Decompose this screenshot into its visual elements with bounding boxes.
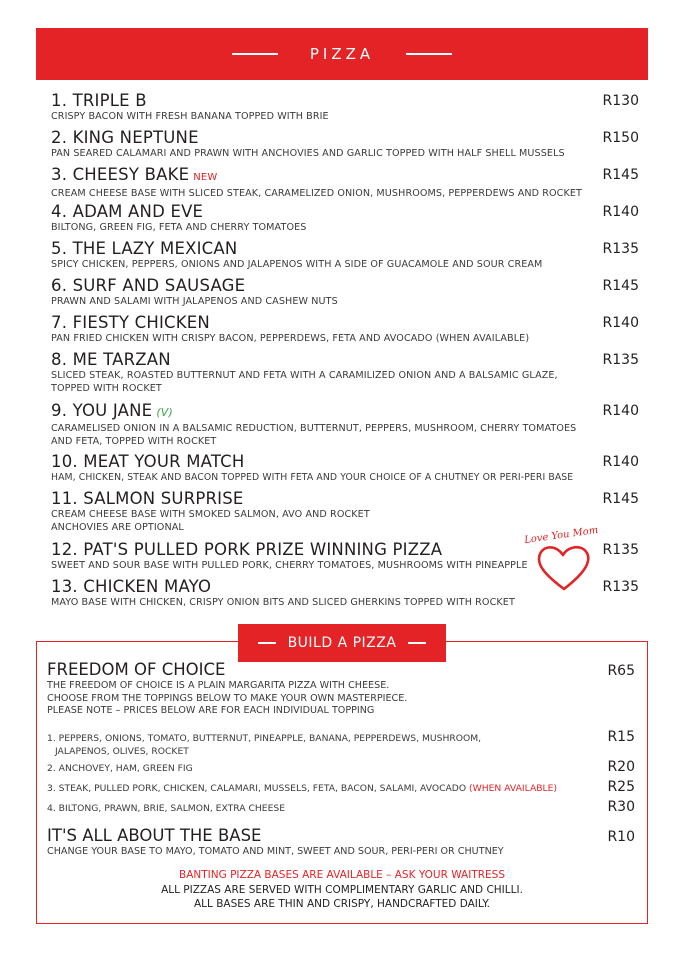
item-price: R150 — [602, 130, 639, 146]
base-desc: CHANGE YOUR BASE TO MAYO, TOMATO AND MINT, SWEET AND SOUR, PERI-PERI OR CHUTNEY — [47, 846, 504, 857]
topping-text: 4. BILTONG, PRAWN, BRIE, SALMON, EXTRA CHEESE — [47, 803, 286, 814]
menu-item — [51, 128, 641, 165]
toppings-list — [47, 729, 637, 823]
topping-price: R20 — [607, 759, 635, 775]
base-title: IT'S ALL ABOUT THE BASE — [47, 826, 262, 845]
item-price: R130 — [602, 93, 639, 109]
header-rule-right — [408, 642, 426, 644]
item-description: CREAM CHEESE BASE WITH SMOKED SALMON, AVO AND ROCKET ANCHOVIES ARE OPTIONAL — [51, 509, 370, 533]
topping-text-cont: JALAPENOS, OLIVES, ROCKET — [55, 745, 189, 757]
item-name: 9. YOU JANE — [51, 401, 153, 420]
menu-item — [51, 165, 641, 202]
item-description: HAM, CHICKEN, STEAK AND BACON TOPPED WITH FETA AND YOUR CHOICE OF A CHUTNEY OR PERI-PERI BASE — [51, 472, 574, 483]
item-name: 2. KING NEPTUNE — [51, 128, 199, 147]
love-you-mom-note — [520, 524, 610, 594]
footer-line: ALL PIZZAS ARE SERVED WITH COMPLIMENTARY GARLIC AND CHILLI. — [161, 884, 523, 896]
item-name: 1. TRIPLE B — [51, 91, 147, 110]
item-name: 10. MEAT YOUR MATCH — [51, 452, 245, 471]
banting-note: BANTING PIZZA BASES ARE AVAILABLE – ASK YOUR WAITRESS — [179, 869, 505, 881]
love-note-text: Love You Mom — [523, 524, 599, 547]
item-name: 7. FIESTY CHICKEN — [51, 313, 210, 332]
item-name: 6. SURF AND SAUSAGE — [51, 276, 246, 295]
pizza-header-banner — [36, 28, 648, 80]
menu-item — [51, 452, 641, 489]
topping-row — [47, 729, 637, 763]
item-description: PAN SEARED CALAMARI AND PRAWN WITH ANCHOVIES AND GARLIC TOPPED WITH HALF SHELL MUSSELS — [51, 148, 565, 159]
item-name: 3. CHEESY BAKE — [51, 165, 190, 184]
item-price: R145 — [602, 491, 639, 507]
item-name-row — [51, 401, 641, 423]
item-price: R140 — [602, 403, 639, 419]
item-description: CARAMELISED ONION IN A BALSAMIC REDUCTION, BUTTERNUT, PEPPERS, MUSHROOM, CHERRY TOMATOES AND FETA, TOPPED WITH ROCKET — [51, 423, 577, 447]
freedom-desc-line: PLEASE NOTE – PRICES BELOW ARE FOR EACH INDIVIDUAL TOPPING — [47, 705, 375, 716]
freedom-desc-line: THE FREEDOM OF CHOICE IS A PLAIN MARGARITA PIZZA WITH CHEESE. — [47, 680, 390, 691]
item-price: R140 — [602, 315, 639, 331]
item-name: 11. SALMON SURPRISE — [51, 489, 244, 508]
footer-notes — [36, 868, 648, 911]
item-price: R135 — [602, 352, 639, 368]
item-name: 13. CHICKEN MAYO — [51, 577, 212, 596]
topping-row — [47, 799, 637, 823]
heart-icon — [534, 542, 594, 594]
item-price: R145 — [602, 278, 639, 294]
menu-item — [51, 91, 641, 128]
header-rule-right — [406, 53, 452, 55]
topping-price: R25 — [607, 779, 635, 795]
freedom-of-choice-section — [47, 660, 637, 718]
item-name: 4. ADAM AND EVE — [51, 202, 204, 221]
item-description: SPICY CHICKEN, PEPPERS, ONIONS AND JALAPENOS WITH A SIDE OF GUACAMOLE AND SOUR CREAM — [51, 259, 543, 270]
topping-row — [47, 759, 637, 783]
menu-item — [51, 202, 641, 239]
when-available-note: (WHEN AVAILABLE) — [469, 783, 558, 794]
item-description: SLICED STEAK, ROASTED BUTTERNUT AND FETA WITH A CARAMILIZED ONION AND A BALSAMIC GLAZE, TOPPED WITH ROCKET — [51, 370, 558, 394]
topping-text: 3. STEAK, PULLED PORK, CHICKEN, CALAMARI, MUSSELS, FETA, BACON, SALAMI, AVOCADO — [47, 783, 467, 794]
item-description: CREAM CHEESE BASE WITH SLICED STEAK, CARAMELIZED ONION, MUSHROOMS, PEPPERDEWS AND ROCKET — [51, 188, 582, 199]
topping-text: 2. ANCHOVEY, HAM, GREEN FIG — [47, 763, 193, 774]
new-badge: NEW — [193, 172, 218, 183]
item-name-row — [51, 165, 641, 188]
base-section — [47, 826, 637, 859]
topping-text-row — [47, 779, 637, 796]
item-price: R135 — [602, 241, 639, 257]
topping-text: 1. PEPPERS, ONIONS, TOMATO, BUTTERNUT, PINEAPPLE, BANANA, PEPPERDEWS, MUSHROOM, — [47, 733, 482, 744]
item-price: R135 — [602, 542, 639, 558]
topping-price: R15 — [607, 729, 635, 745]
menu-item — [51, 313, 641, 350]
freedom-desc-line: CHOOSE FROM THE TOPPINGS BELOW TO MAKE YOUR OWN MASTERPIECE. — [47, 692, 408, 704]
base-price: R10 — [607, 829, 635, 845]
item-name: 8. ME TARZAN — [51, 350, 171, 369]
header-rule-left — [232, 53, 278, 55]
menu-item — [51, 401, 641, 452]
menu-item — [51, 276, 641, 313]
item-price: R135 — [602, 579, 639, 595]
item-price: R140 — [602, 204, 639, 220]
topping-price: R30 — [607, 799, 635, 815]
item-price: R140 — [602, 454, 639, 470]
item-name: 5. THE LAZY MEXICAN — [51, 239, 238, 258]
topping-row — [47, 779, 637, 803]
item-price: R145 — [602, 167, 639, 183]
freedom-price: R65 — [607, 663, 635, 679]
footer-line: ALL BASES ARE THIN AND CRISPY, HANDCRAFTED DAILY. — [194, 898, 490, 910]
section-title: PIZZA — [309, 45, 375, 63]
menu-item — [51, 350, 641, 401]
item-description: CRISPY BACON WITH FRESH BANANA TOPPED WITH BRIE — [51, 111, 329, 122]
item-description: PAN FRIED CHICKEN WITH CRISPY BACON, PEPPERDEWS, FETA AND AVOCADO (WHEN AVAILABLE) — [51, 333, 530, 344]
item-description: MAYO BASE WITH CHICKEN, CRISPY ONION BITS AND SLICED GHERKINS TOPPED WITH ROCKET — [51, 597, 515, 608]
item-description: PRAWN AND SALAMI WITH JALAPENOS AND CASHEW NUTS — [51, 296, 338, 307]
item-description: SWEET AND SOUR BASE WITH PULLED PORK, CHERRY TOMATOES, MUSHROOMS WITH PINEAPPLE — [51, 560, 528, 571]
build-a-pizza-header — [238, 624, 446, 662]
menu-item — [51, 239, 641, 276]
item-name: 12. PAT'S PULLED PORK PRIZE WINNING PIZZA — [51, 540, 443, 559]
header-rule-left — [258, 642, 276, 644]
item-description: BILTONG, GREEN FIG, FETA AND CHERRY TOMATOES — [51, 222, 307, 233]
vegetarian-badge: (V) — [156, 406, 174, 419]
build-title: BUILD A PIZZA — [287, 635, 397, 651]
freedom-title: FREEDOM OF CHOICE — [47, 660, 226, 679]
